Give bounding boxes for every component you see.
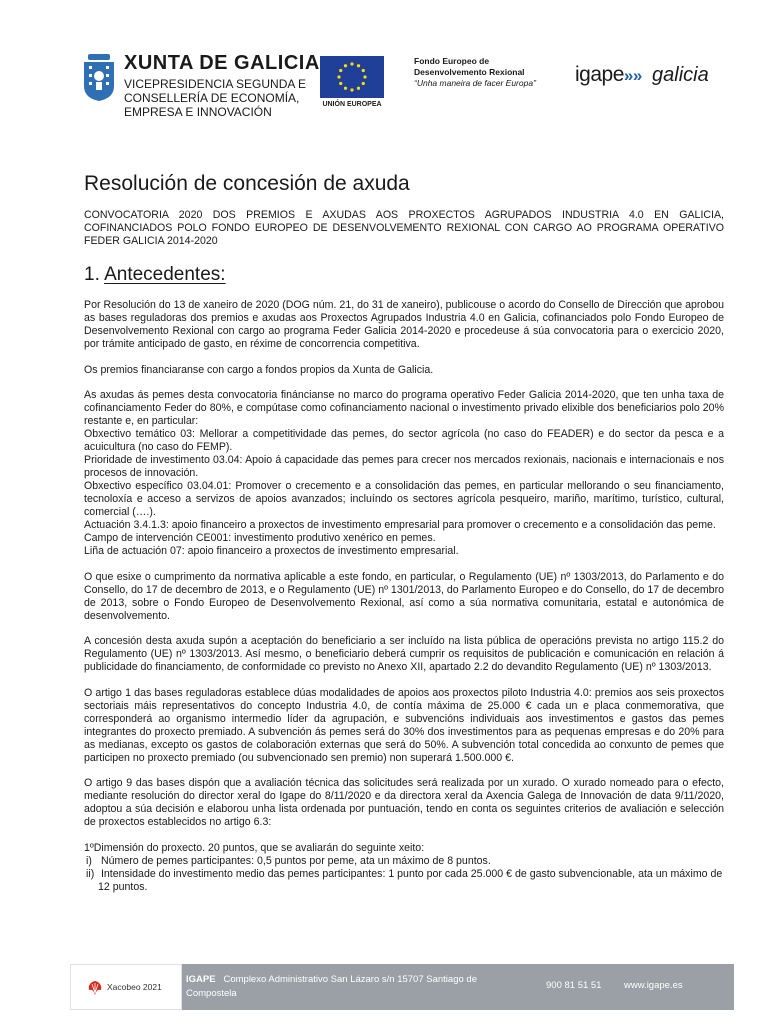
paragraph: Os premios financiaranse con cargo a fondos propios da Xunta de Galicia. [84, 363, 434, 376]
paragraph: O que esixe o cumprimento da normativa aplicable a este fondo, en particular, o Regulamento (UE) nº 1303/2013, do Parlamento e do Consello, do 17 de decembro de 2013, e o Regulamento (UE) nº 1301/2013, do Parlamento Europeo e do Consello, do 17 de decembro de 2013, sobre o Fondo Europeo de Desenvolvemento Rexional, así como a súa normativa comunitaria, estatal e autonómica de desenvolvemento. [84, 570, 724, 622]
page-footer [70, 964, 734, 1010]
xacobeo-box [70, 964, 182, 1010]
document-body [84, 172, 724, 894]
eu-star-icon [357, 87, 360, 90]
criteria-heading: 1ºDimensión do proxecto. 20 puntos, que se avaliarán do seguinte xeito: [84, 841, 425, 854]
eu-star-icon [344, 87, 347, 90]
footer-address [186, 973, 526, 1001]
section-number: 1. [84, 264, 105, 285]
xunta-title: XUNTA DE GALICIA [124, 52, 320, 74]
convocatoria-heading: CONVOCATORIA 2020 DOS PREMIOS E AXUDAS AOS PROXECTOS AGRUPADOS INDUSTRIA 4.0 EN GALICIA, COFINANCIADOS POLO FONDO EUROPEO DE DESENVOLVEMENTO REXIONAL CON CARGO AO PROGRAMA OPERATIVO FEDER GALICIA 2014-2020 [84, 209, 724, 247]
paragraph-line: Prioridade de investimento 03.04: Apoio á capacidade das pemes para crecer nos mercados rexionais, nacionais e internacionais e nos procesos de innovación. [84, 454, 724, 479]
eu-star-icon [350, 62, 353, 65]
criteria-marker: ii) [86, 867, 95, 880]
eu-star-icon [339, 82, 342, 85]
feder-fund-line: Desenvolvemento Rexional [414, 67, 525, 77]
paragraph-line: Obxectivo específico 03.04.01: Promover o crecemento e a consolidación das pemes, en particular mellorando o seu financiamento, tecnoloxía e acceso a servizos de apoios avanzados; incluíndo os sectores agrícola pesqueiro, mariño, marítimo, turístico, cultural, comercial (….). [84, 480, 724, 518]
xacobeo-shell-icon [87, 980, 103, 996]
section-heading [84, 264, 724, 286]
eu-star-icon [344, 64, 347, 67]
paragraph-line: Campo de intervención CE001: investimento produtivo xenérico en pemes. [84, 532, 436, 544]
xacobeo-label: Xacobeo 2021 [107, 982, 162, 992]
igape-contact-bar [182, 964, 734, 1010]
eu-star-icon [337, 75, 340, 78]
xunta-department-line: VICEPRESIDENCIA SEGUNDA E [124, 77, 307, 91]
igape-arrows-icon: »» [623, 66, 642, 85]
eu-star-icon [362, 69, 365, 72]
igape-logo-text: igape [575, 63, 624, 86]
page-header [0, 0, 770, 130]
paragraph-line: Liña de actuación 07: apoio financeiro a proxectos de investimento empresarial. [84, 545, 459, 557]
eu-flag-icon [320, 56, 384, 98]
paragraph-line: Obxectivo temático 03: Mellorar a competitividade das pemes, do sector agrícola (no caso do FEADER) e do sector da pesca e a acuicultura (no caso do FEMP). [84, 428, 724, 453]
galicia-logo: galicia [652, 64, 709, 86]
footer-website-link[interactable]: www.igape.es [624, 980, 683, 991]
paragraph: O artigo 1 das bases reguladoras establece dúas modalidades de apoios aos proxectos piloto Industria 4.0: premios aos seis proxectos sectoriais máis representativos do concepto Industria 4.0, de contía máxima de 25.000 € cada un e placa conmemorativa, que corresponderá ao organismo intermedio líder da agrupación, e subvencións individuais aos investimentos e gastos das pemes integrantes do proxecto premiado. A subvención ás pemes será do 30% dos investimentos para as pequenas empresas e do 20% para as medianas, excepto os gastos de colaboración externas que será do 50%. A subvención total concedida ao conxunto de pemes que participen no proxecto premiado (ou subvencionado sen premio) non superará 1.500.000 €. [84, 686, 724, 764]
paragraph-financing [84, 389, 724, 558]
xunta-department-line: EMPRESA E INNOVACIÓN [124, 105, 272, 119]
xunta-coat-of-arms-icon [82, 52, 116, 102]
feder-fund-line: Fondo Europeo de [414, 56, 490, 66]
xunta-department [124, 77, 306, 119]
eu-label: UNIÓN EUROPEA [322, 101, 382, 108]
eu-star-icon [350, 88, 353, 91]
document-title: Resolución de concesión de axuda [84, 172, 410, 195]
feder-motto: “Unha maneira de facer Europa” [414, 78, 536, 88]
eu-star-icon [362, 82, 365, 85]
footer-org: IGAPE [186, 974, 216, 985]
paragraph: Por Resolución do 13 de xaneiro de 2020 (DOG núm. 21, do 31 de xaneiro), publicouse o acordo do Consello de Dirección que aprobou as bases reguladoras dos premios e axudas aos Proxectos Agrupados Industria 4.0 en Galicia, cofinanciados polo Fondo Europeo de Desenvolvemento Rexional con cargo ao programa Feder Galicia 2014-2020 e procedeuse á súa convocatoria para o exercicio 2020, por trámite anticipado de gasto, en réxime de concorrencia competitiva. [84, 299, 724, 350]
eu-star-icon [339, 69, 342, 72]
eu-star-icon [363, 75, 366, 78]
paragraph-line: As axudas ás pemes desta convocatoria fináncianse no marco do programa operativo Feder Galicia 2014-2020, que ten unha taxa de cofinanciamento Feder do 80%, e compútase como cofinanciamento nacional o investimento privado elixible dos beneficiarios polo 20% restante e, en particular: [84, 389, 724, 427]
criteria-marker: i) [86, 854, 92, 867]
footer-phone: 900 81 51 51 [546, 980, 602, 991]
criteria-text: Intensidade do investimento medio das pemes participantes: 1 punto por cada 25.000 € de gasto subvencionable, ata un máximo de 12 puntos. [98, 867, 723, 893]
paragraph-line: Actuación 3.4.1.3: apoio financeiro a proxectos de investimento empresarial para promover o crecemento e a consolidación das peme. [84, 519, 716, 531]
xunta-department-line: CONSELLERÍA DE ECONOMÍA, [124, 91, 300, 105]
criteria-item [84, 855, 724, 868]
paragraph: A concesión desta axuda supón a aceptación do beneficiario a ser incluído na lista pública de operacións prevista no artigo 115.2 do Regulamento (UE) nº 1303/2013. Así mesmo, o beneficiario deberá cumprir os requisitos de publicación e comunicación en relación á publicidade do financiamento, de conformidade co previsto no Anexo XII, apartado 2.2 do devandito Regulamento (UE) nº 1303/2013. [84, 635, 724, 673]
eu-star-icon [357, 64, 360, 67]
criteria-item [84, 868, 724, 894]
igape-logo [575, 63, 642, 87]
paragraph: O artigo 9 das bases dispón que a avaliación técnica das solicitudes será realizada por un xurado. O xurado nomeado para o efecto, mediante resolución do director xeral do Igape do 8/11/2020 e da directora xeral da Axencia Galega de Innovación de data 9/11/2020, adoptou a súa decisión e elaborou unha lista ordenada por puntuación, tendo en conta os seguintes criterios de avaliación e selección de proxectos establecidos no artigo 6.3: [84, 777, 724, 828]
section-title: Antecedentes: [104, 264, 226, 285]
feder-fund-label [414, 56, 536, 89]
criteria-text: Número de pemes participantes: 0,5 puntos por peme, ata un máximo de 8 puntos. [100, 854, 491, 867]
footer-address-text: Complexo Administrativo San Lázaro s/n 15707 Santiago de Compostela [186, 974, 477, 999]
